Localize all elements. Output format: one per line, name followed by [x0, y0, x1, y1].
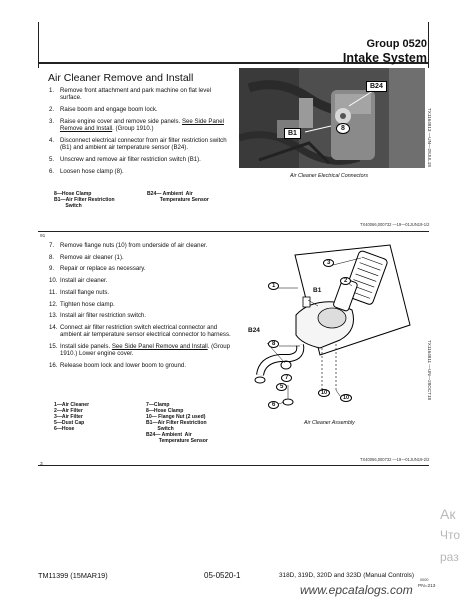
drawing-callout-1: 1: [268, 282, 279, 290]
procedure-step: [49, 277, 237, 284]
step-text: Install side panels.: [60, 343, 112, 351]
drawing-callout-6: 6: [268, 401, 279, 409]
step-number: 5.: [49, 156, 55, 164]
drawing-callout-3: 3: [323, 259, 334, 267]
procedure-step: [49, 118, 233, 133]
procedure-step: [49, 254, 237, 261]
step-text: Loosen hose clamp (8).: [60, 167, 124, 175]
step-text: Install air cleaner.: [60, 277, 108, 285]
step-number: 12.: [49, 300, 58, 308]
step-number: 16.: [49, 362, 58, 370]
step-text: Connect air filter restriction switch electrical connector and ambient air temperature sensor electrical connector to harness.: [60, 323, 231, 339]
legend-entry: Temperature Sensor: [146, 438, 208, 444]
step-number: 8.: [49, 253, 55, 261]
footer-page-number: 05-0520-1: [204, 571, 241, 580]
legend-entry: Switch: [54, 203, 82, 209]
watermark-line-2: Что: [440, 528, 461, 542]
legend-entry: Temperature Sensor: [147, 197, 209, 203]
legend-entry: Switch: [146, 426, 174, 432]
top-figure-id: TX40066,000732 —19—01JUN19-1/2: [360, 222, 430, 227]
legend-entry: 10— Flange Nut (2 used): [146, 414, 206, 420]
top-steps-list: [49, 87, 233, 179]
step-text: Install air filter restriction switch.: [60, 312, 147, 320]
drawing-callout-7: 7: [281, 374, 292, 382]
group-number: Group 0520: [366, 38, 427, 50]
step-text: Disconnect electrical connector from air filter restriction switch (B1) and ambient air temperature sensor (B24).: [60, 136, 227, 152]
step-text: Remove front attachment and park machine on flat level surface.: [60, 87, 212, 102]
top-legend-left: [54, 191, 115, 209]
photo-caption: Air Cleaner Electrical Connectors: [290, 173, 369, 179]
drawing-callout-10-left: 10: [318, 389, 330, 397]
photo-callout-b24: B24: [366, 81, 387, 92]
step-text: Release boom lock and lower boom to ground.: [60, 362, 187, 370]
legend-entry: 2—Air Filter: [54, 408, 83, 414]
step-number: 13.: [49, 312, 58, 320]
procedure-step: [49, 289, 237, 296]
cross-reference-link[interactable]: See Side Panel Remove and Install: [60, 117, 224, 133]
procedure-step: [49, 106, 233, 113]
legend-entry: B1—Air Filter Restriction: [54, 197, 115, 203]
procedure-step: [49, 137, 233, 152]
step-number: 9.: [49, 265, 55, 273]
procedure-title: Air Cleaner Remove and Install: [48, 72, 194, 84]
procedure-step: [49, 301, 237, 308]
step-number: 2.: [49, 106, 55, 114]
step-text: Unscrew and remove air filter restriction switch (B1).: [60, 156, 201, 164]
drawing-caption: Air Cleaner Assembly: [304, 420, 355, 426]
procedure-step: [49, 242, 237, 249]
legend-entry: 1—Air Cleaner: [54, 402, 90, 408]
top-legend-right: [147, 191, 209, 203]
procedure-step: [49, 87, 233, 102]
step-number: 11.: [49, 288, 58, 296]
procedure-step: [49, 324, 237, 339]
legend-entry: B24— Ambient Air: [146, 432, 192, 438]
procedure-step: [49, 168, 233, 175]
footer-models: 318D, 319D, 320D and 323D (Manual Controls): [279, 572, 414, 579]
bottom-figure-id: TX40066,000732 —19—01JUN19-2/2: [360, 457, 430, 462]
bottom-legend-left: [54, 402, 89, 432]
footer-doc-number: TM11399 (15MAR19): [38, 571, 108, 580]
watermark-line-1: Ак: [440, 506, 456, 522]
watermark-line-3: раз: [440, 550, 459, 564]
drawing-callout-10-right: 10: [340, 394, 352, 402]
step-text: Tighten hose clamp.: [60, 300, 115, 308]
photo-id-vertical: TX1164813 —UN—28JUL18: [427, 108, 432, 167]
step-number: 7.: [49, 242, 55, 249]
bottom-steps-list: [49, 242, 237, 374]
step-number: 10.: [49, 277, 58, 285]
procedure-step: [49, 312, 237, 319]
drawing-callout-5: 5: [276, 383, 287, 391]
drawing-id-vertical: TX1164811 —UN—28OCT18: [427, 340, 432, 401]
drawing-label-b24: B24: [248, 327, 260, 334]
cross-reference-link[interactable]: See Side Panel Remove and Install: [111, 343, 208, 351]
legend-entry: 7—Clamp: [146, 402, 170, 408]
procedure-step: [49, 343, 237, 358]
step-number: 6.: [49, 167, 55, 175]
air-cleaner-connectors-photo: [239, 68, 425, 168]
legend-entry: B1—Air Filter Restriction: [146, 420, 207, 426]
legend-entry: 6—Hose: [54, 426, 75, 432]
step-number: 15.: [49, 343, 58, 351]
drawing-callout-2: 2: [340, 277, 351, 285]
drawing-label-b1: B1: [313, 287, 322, 294]
step-text: Remove flange nuts (10) from underside of air cleaner.: [60, 242, 208, 249]
engine-photo-illustration: [239, 68, 425, 168]
procedure-step: [49, 156, 233, 163]
drawing-callout-8: 8: [268, 340, 279, 348]
step-number: 1.: [49, 87, 55, 94]
step-text: . (Group 1910.) Lower engine cover.: [60, 343, 231, 358]
step-text: Raise engine cover and remove side panels.: [60, 117, 182, 125]
procedure-step: [49, 265, 237, 272]
photo-callout-8: 8: [336, 123, 350, 134]
bottom-legend-right: [146, 402, 208, 444]
step-text: . (Group 1910.): [112, 125, 154, 133]
procedure-step: [49, 362, 237, 369]
legend-entry: 5—Dust Cap: [54, 420, 85, 426]
photo-callout-b1: B1: [284, 128, 301, 139]
section-title: Intake System: [342, 51, 427, 65]
legend-entry: 8—Hose Clamp: [146, 408, 184, 414]
legend-entry: 3—Air Filter: [54, 414, 83, 420]
footer-code-1: 0000: [420, 578, 429, 582]
step-number: 3.: [49, 117, 55, 125]
side-number-top: 91: [40, 234, 46, 239]
step-text: Remove air cleaner (1).: [60, 253, 124, 261]
step-number: 14.: [49, 323, 58, 331]
bottom-block-rule: [38, 465, 429, 466]
step-number: 4.: [49, 136, 55, 144]
legend-entry: B24— Ambient Air: [147, 191, 193, 197]
legend-entry: 8—Hose Clamp: [54, 191, 92, 197]
site-watermark: www.epcatalogs.com: [300, 583, 413, 597]
step-text: Install flange nuts.: [60, 288, 110, 296]
side-number-bottom: 3: [40, 462, 43, 467]
step-text: Repair or replace as necessary.: [60, 265, 146, 273]
block-divider: [38, 231, 429, 232]
footer-code-2: PN=213: [418, 584, 436, 589]
step-text: Raise boom and engage boom lock.: [60, 106, 158, 114]
